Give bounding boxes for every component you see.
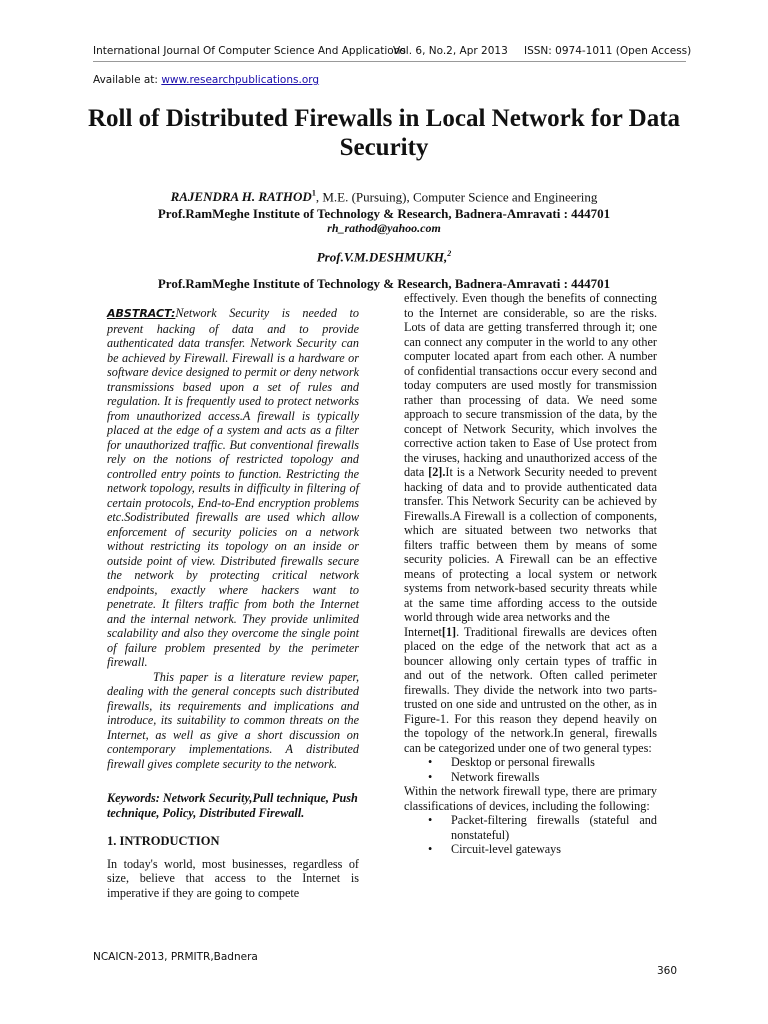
list-item: • Network firewalls: [451, 770, 657, 785]
author2-name: Prof.V.M.DESHMUKH,: [316, 249, 448, 265]
right-p2: [404, 625, 657, 756]
right-p1-text-a: effectively. Even though the benefits of connecting to the Internet are considerable, so are the risks. Lots of data are getting transferred through it; one can connect any computer in the world to any other computer located apart from each other. A number of confidential transactions occur every second and today computers are used mostly for transmission rather than processing of data. We need some approach to secure transmission of the data, by the concept of Network Security, which involves the corrective action taken to Ease of Use protect from the viruses, hacking and unauthorized access of the data: [404, 291, 657, 479]
journal-name: International Journal Of Computer Science And Applications: [93, 45, 406, 57]
paper-title: Roll of Distributed Firewalls in Local Network for Data Security: [87, 105, 681, 161]
issn: ISSN: 0974-1011 (Open Access): [524, 45, 692, 57]
keywords: Keywords: Network Security,Pull technique, Push technique, Policy, Distributed Firewall.: [107, 791, 358, 820]
author1-affiliation: Prof.RamMeghe Institute of Technology & Research, Badnera-Amravati : 444701: [157, 206, 611, 221]
availability-line: [93, 74, 319, 86]
abstract-label: ABSTRACT:: [107, 307, 176, 320]
device-classes-list: [404, 813, 657, 857]
section-heading-introduction: 1. INTRODUCTION: [107, 834, 220, 848]
abstract-p1: [107, 306, 359, 670]
author1-email: rh_rathod@yahoo.com: [327, 221, 441, 235]
left-column: [107, 306, 359, 900]
list-item: • Circuit-level gateways: [451, 842, 657, 857]
author1-line: [60, 189, 708, 205]
right-p1: [404, 291, 657, 625]
author1-name: RAJENDRA H. RATHOD: [170, 189, 312, 205]
header-rule: [93, 61, 686, 62]
author2-line: [60, 249, 708, 265]
list-item: • Packet-filtering firewalls (stateful and nonstateful): [451, 813, 657, 842]
author2-affiliation: Prof.RamMeghe Institute of Technology & Research, Badnera-Amravati : 444701: [157, 276, 611, 291]
footer-conference: NCAICN-2013, PRMITR,Badnera: [93, 951, 258, 963]
page-number: 360: [657, 965, 678, 977]
volume-info: Vol. 6, No.2, Apr 2013: [393, 45, 508, 57]
intro-paragraph: In today's world, most businesses, regardless of size, believe that access to the Internet is imperative if they are going to compete: [107, 856, 359, 900]
right-p2-text-a: Internet: [404, 624, 442, 639]
abstract-text-1: Network Security is needed to prevent hacking of data and to provide authenticated data transfer. Network Security can be achieved by Firewall. Firewall is a hardware or software device designed to permit or deny network transmissions based upon a set of rules and regulation. It is frequently used to protect networks from unauthorized access.A firewall is typically placed at the edge of a system and acts as a filter for unauthorized traffic. But conventional firewalls rely on the notions of restricted topology and controlled entry points to function. Restricting the network topology, results in difficulty in filtering of certain protocols, End-to-End encryption problems etc.Sodistributed firewalls are used which allow enforcement of security policies on a network without restricting its topology on an inside or outside point of view. Distributed firewalls secure the network by protecting critical network endpoints, exactly where hackers want to penetrate. It filters traffic from both the Internet and the internal network. They provide unlimited scalability and also they overcome the single point of failure problem presented by the perimeter firewall.: [107, 306, 359, 669]
ref-2: [2].: [428, 465, 446, 479]
journal-link[interactable]: www.researchpublications.org: [161, 74, 320, 86]
right-column: [404, 291, 657, 857]
abstract-p2: This paper is a literature review paper, dealing with the general concepts such distributed firewalls, its requirements and implications and introduce, its suitability to common threats on the Internet, as well as give a short discussion on contemporary implementations. A distributed firewall gives complete security to the network.: [107, 669, 359, 771]
author2-sup: 2: [447, 249, 452, 258]
author1-desc: , M.E. (Pursuing), Computer Science and Engineering: [315, 189, 598, 205]
author1-sup: 1: [311, 189, 316, 198]
firewall-types-list: [404, 755, 657, 784]
list-item: • Desktop or personal firewalls: [451, 755, 657, 770]
right-p3: Within the network firewall type, there are primary classifications of devices, including the following:: [404, 784, 657, 813]
right-p2-text-b: . Traditional firewalls are devices often placed on the edge of the network that act as a bouncer allowing only certain types of traffic in and out of the network. Often called perimeter firewalls. They divide the network into two parts- trusted on one side and untrusted on the other, as in Figure-1. For this reason they depend heavily on the topology of the network.In general, firewalls can be categorized under one of two general types:: [404, 624, 657, 755]
available-label: Available at:: [93, 74, 158, 86]
right-p1-text-b: It is a Network Security needed to prevent hacking of data and to provide authenticated data transfer. This Network Security can be achieved by Firewalls.A Firewall is a collection of components, which are situated between two networks that filters traffic between them by means of some security policies. A Firewall can be an effective means of protecting a local system or network systems from network-based security threats while at the same time affording access to the outside world through wide area networks and the: [404, 465, 658, 624]
ref-1: [1]: [441, 624, 457, 639]
